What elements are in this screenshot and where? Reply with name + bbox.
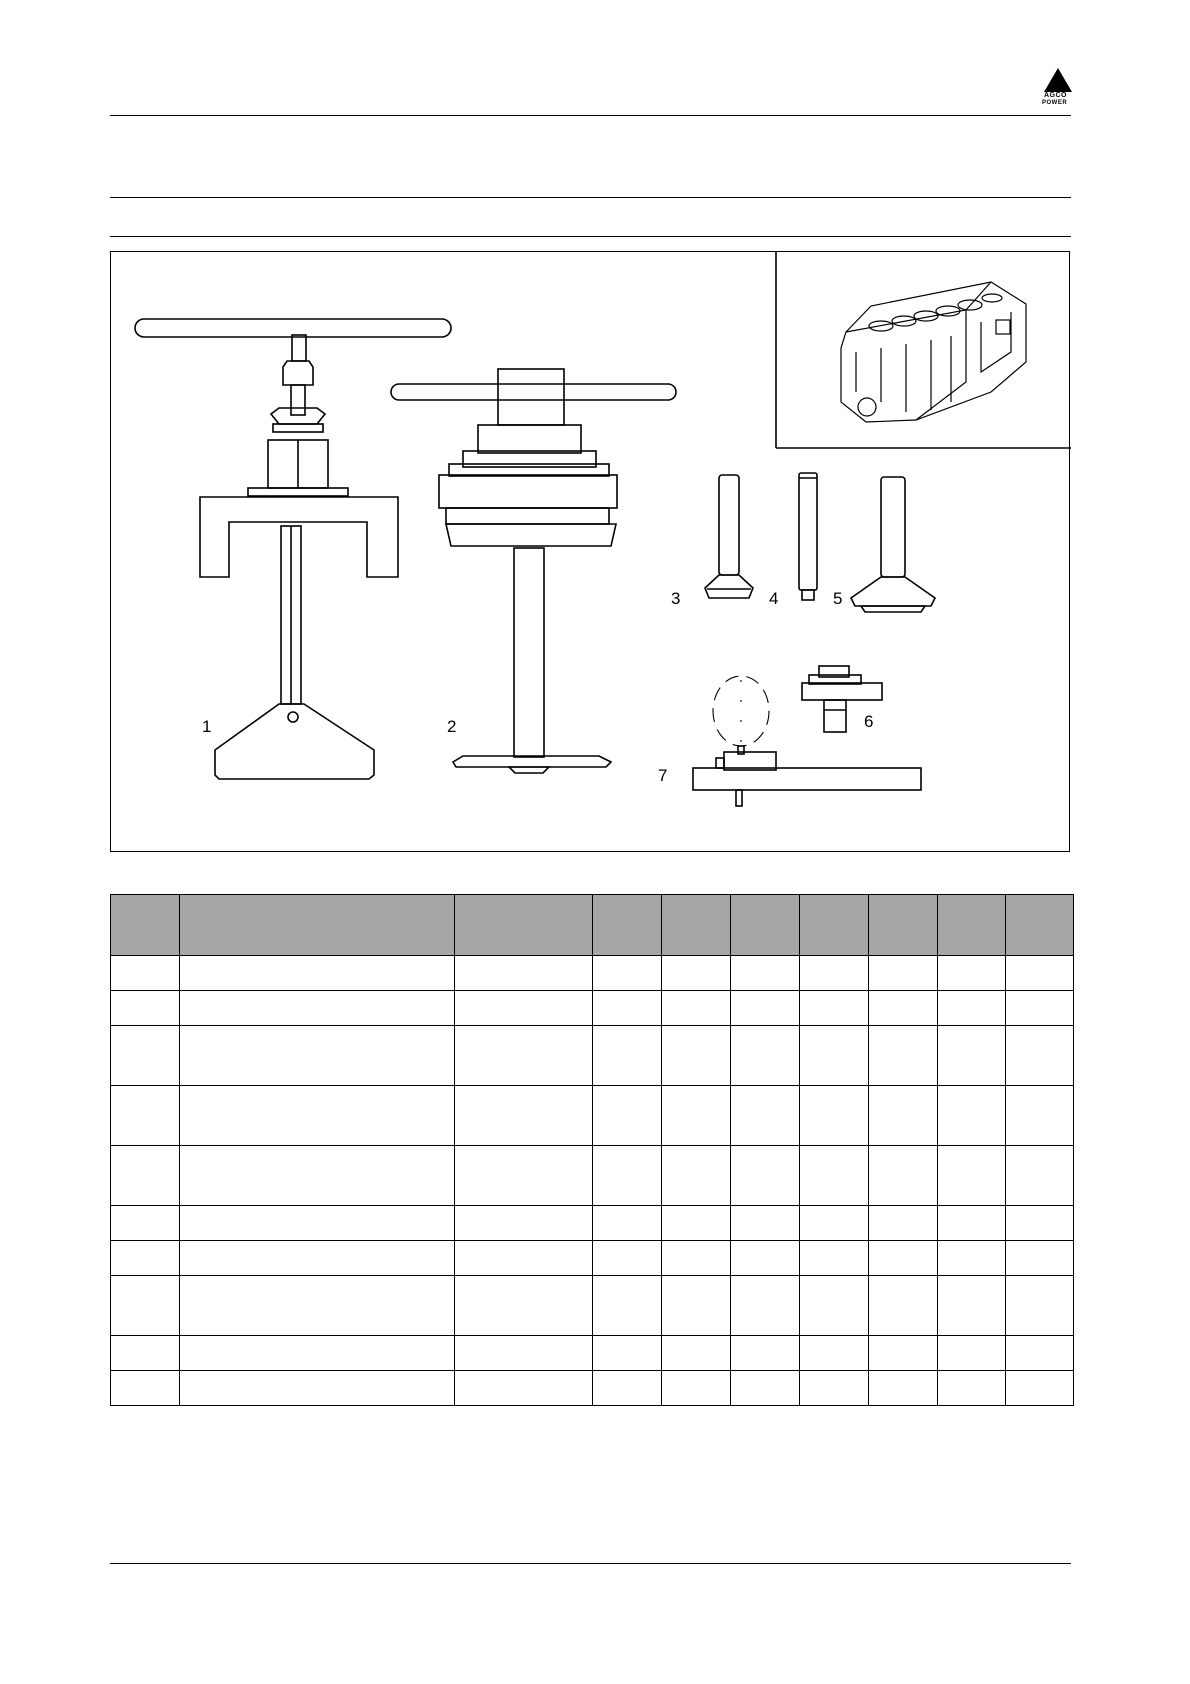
callout-7: 7	[658, 766, 668, 785]
table-cell	[869, 991, 938, 1026]
callout-6: 6	[864, 712, 874, 731]
table-cell	[111, 1206, 180, 1241]
column-header	[455, 895, 593, 956]
table-cell	[731, 1371, 800, 1406]
table-cell	[111, 1086, 180, 1146]
table-cell	[869, 1146, 938, 1206]
table-cell	[869, 1086, 938, 1146]
table-cell	[1006, 991, 1074, 1026]
table-cell	[593, 1206, 662, 1241]
table-cell	[455, 1276, 593, 1336]
table-cell	[180, 1276, 455, 1336]
table-cell	[662, 1206, 731, 1241]
table-cell	[180, 1086, 455, 1146]
table-cell	[662, 1086, 731, 1146]
table-row	[111, 956, 1074, 991]
table-row	[111, 1086, 1074, 1146]
table-cell	[800, 1026, 869, 1086]
table-cell	[1006, 1241, 1074, 1276]
table-cell	[731, 1086, 800, 1146]
agco-triangle-icon	[1044, 68, 1072, 92]
table-cell	[455, 1146, 593, 1206]
table-cell	[938, 1026, 1006, 1086]
table-cell	[593, 1146, 662, 1206]
table-cell	[938, 991, 1006, 1026]
table-cell	[938, 956, 1006, 991]
table-cell	[662, 1146, 731, 1206]
table-cell	[593, 1276, 662, 1336]
table-cell	[800, 1336, 869, 1371]
table-cell	[180, 1371, 455, 1406]
callout-5: 5	[833, 589, 843, 608]
tool-7-gauge	[693, 676, 921, 806]
table-cell	[800, 1276, 869, 1336]
tool-2-extractor	[391, 369, 676, 773]
tool-4-pin	[799, 473, 817, 600]
table-cell	[593, 1086, 662, 1146]
table-cell	[731, 991, 800, 1026]
table-row	[111, 991, 1074, 1026]
table-cell	[111, 1371, 180, 1406]
table-row	[111, 1146, 1074, 1206]
table-cell	[455, 1206, 593, 1241]
table-cell	[180, 1206, 455, 1241]
header-rule	[110, 115, 1071, 116]
table-cell	[800, 1146, 869, 1206]
table-cell	[938, 1276, 1006, 1336]
table-cell	[1006, 1146, 1074, 1206]
table-cell	[593, 1241, 662, 1276]
callout-3: 3	[671, 589, 681, 608]
table-cell	[455, 1086, 593, 1146]
table-cell	[869, 1371, 938, 1406]
table-cell	[662, 1336, 731, 1371]
column-header	[731, 895, 800, 956]
table-cell	[593, 1026, 662, 1086]
column-header	[869, 895, 938, 956]
logo-text-line2: POWER	[1042, 100, 1068, 106]
table-cell	[180, 1146, 455, 1206]
table-cell	[111, 1336, 180, 1371]
tool-3-drift	[705, 475, 753, 598]
column-header	[800, 895, 869, 956]
table-cell	[111, 1026, 180, 1086]
table-cell	[455, 991, 593, 1026]
footer-rule	[110, 1563, 1071, 1564]
table-cell	[662, 1276, 731, 1336]
table-cell	[800, 956, 869, 991]
callout-1: 1	[202, 717, 212, 736]
table-cell	[662, 1371, 731, 1406]
column-header	[593, 895, 662, 956]
table-cell	[938, 1146, 1006, 1206]
table-cell	[800, 991, 869, 1026]
table-cell	[731, 1336, 800, 1371]
column-header	[111, 895, 180, 956]
table-cell	[800, 1241, 869, 1276]
tool-1-puller	[135, 319, 451, 779]
tools-illustration	[110, 251, 1070, 852]
table-cell	[180, 1336, 455, 1371]
table-row	[111, 1241, 1074, 1276]
table-row	[111, 1026, 1074, 1086]
table-cell	[869, 956, 938, 991]
table-cell	[593, 956, 662, 991]
table-cell	[1006, 1336, 1074, 1371]
column-header	[662, 895, 731, 956]
table-cell	[1006, 1371, 1074, 1406]
table-cell	[180, 956, 455, 991]
table-cell	[938, 1336, 1006, 1371]
table-cell	[662, 956, 731, 991]
table-cell	[180, 1241, 455, 1276]
column-header	[938, 895, 1006, 956]
table-cell	[593, 991, 662, 1026]
callout-2: 2	[447, 717, 457, 736]
tool-5-drift	[851, 477, 935, 612]
tools-table	[110, 894, 1074, 1406]
table-cell	[662, 991, 731, 1026]
table-row	[111, 1276, 1074, 1336]
table-cell	[869, 1276, 938, 1336]
table-cell	[455, 1241, 593, 1276]
table-cell	[455, 1371, 593, 1406]
table-cell	[1006, 1026, 1074, 1086]
table-cell	[731, 1146, 800, 1206]
engine-block-icon	[841, 282, 1026, 422]
table-row	[111, 1336, 1074, 1371]
table-body	[111, 956, 1074, 1406]
table-cell	[800, 1371, 869, 1406]
table-cell	[455, 956, 593, 991]
table-cell	[180, 1026, 455, 1086]
table-cell	[1006, 1086, 1074, 1146]
table-cell	[869, 1206, 938, 1241]
table-cell	[731, 1206, 800, 1241]
table-cell	[731, 1026, 800, 1086]
table-cell	[938, 1206, 1006, 1241]
table-cell	[111, 991, 180, 1026]
table-cell	[111, 1241, 180, 1276]
table-row	[111, 1371, 1074, 1406]
table-cell	[869, 1026, 938, 1086]
table-cell	[1006, 1206, 1074, 1241]
table-cell	[455, 1336, 593, 1371]
table-cell	[869, 1241, 938, 1276]
table-cell	[111, 1146, 180, 1206]
table-cell	[593, 1371, 662, 1406]
agco-power-logo	[1038, 68, 1078, 116]
column-header	[1006, 895, 1074, 956]
table-cell	[869, 1336, 938, 1371]
table-header-row	[111, 895, 1074, 956]
table-cell	[662, 1026, 731, 1086]
table-cell	[662, 1241, 731, 1276]
table-cell	[455, 1026, 593, 1086]
tools-drawing	[111, 252, 1071, 853]
table-cell	[111, 956, 180, 991]
table-cell	[800, 1086, 869, 1146]
logo-text-line1: AGCO	[1044, 92, 1067, 99]
table-cell	[593, 1336, 662, 1371]
table-cell	[938, 1241, 1006, 1276]
table-cell	[111, 1276, 180, 1336]
table-cell	[731, 956, 800, 991]
table-cell	[938, 1086, 1006, 1146]
section-rule-bottom	[110, 236, 1071, 237]
table-cell	[731, 1241, 800, 1276]
table-cell	[938, 1371, 1006, 1406]
table-cell	[800, 1206, 869, 1241]
table-cell	[180, 991, 455, 1026]
table-cell	[1006, 1276, 1074, 1336]
table-cell	[731, 1276, 800, 1336]
column-header	[180, 895, 455, 956]
section-rule-top	[110, 197, 1071, 198]
table-row	[111, 1206, 1074, 1241]
table-cell	[1006, 956, 1074, 991]
callout-4: 4	[769, 589, 779, 608]
